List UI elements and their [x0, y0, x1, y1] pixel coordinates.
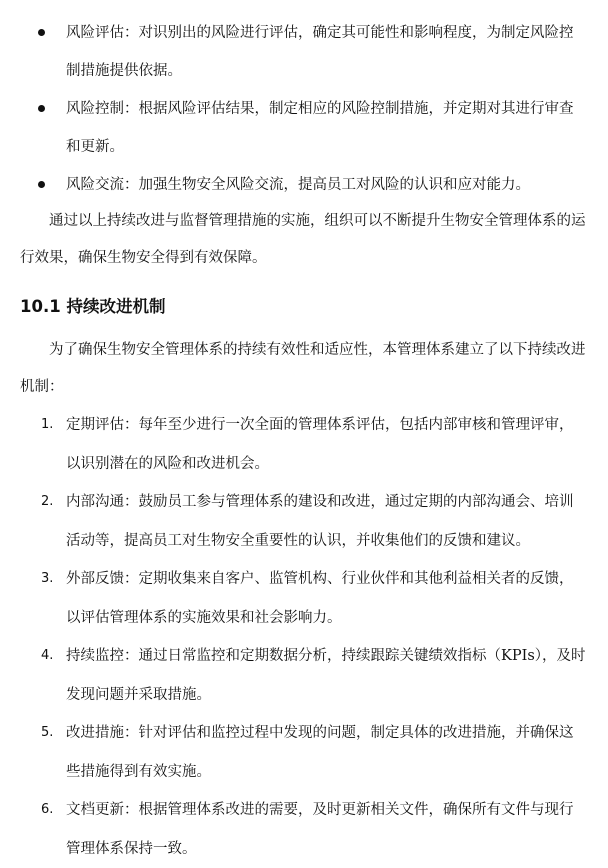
list-item-text: 外部反馈：定期收集来自客户、监管机构、行业伙伴和其他利益相关者的反馈，以评估管理体系的实施效果和社会影响力。: [66, 571, 574, 626]
bullet-text: 风险评估：对识别出的风险进行评估，确定其可能性和影响程度，为制定风险控制措施提供依据。: [66, 25, 574, 79]
bullet-icon: [38, 29, 45, 36]
bullet-text: 风险控制：根据风险评估结果，制定相应的风险控制措施，并定期对其进行审查和更新。: [66, 101, 574, 155]
bullet-icon: [38, 181, 45, 188]
section-heading: 10.1 持续改进机制: [20, 297, 166, 316]
list-item: [0, 406, 608, 483]
list-number: 3.: [41, 571, 54, 586]
list-item: [0, 483, 608, 560]
list-item-text: 持续监控：通过日常监控和定期数据分析，持续跟踪关键绩效指标（KPIs），及时发现问题并采取措施。: [66, 648, 586, 703]
list-item-text: 定期评估：每年至少进行一次全面的管理体系评估，包括内部审核和管理评审，以识别潜在的风险和改进机会。: [66, 417, 574, 472]
bullet-text: 风险交流：加强生物安全风险交流，提高员工对风险的认识和应对能力。: [66, 177, 530, 193]
list-item: [0, 714, 608, 791]
summary-paragraph: 通过以上持续改进与监督管理措施的实施，组织可以不断提升生物安全管理体系的运行效果，确保生物安全得到有效保障。: [20, 213, 586, 266]
bullet-list: [0, 14, 608, 204]
list-item: [0, 791, 608, 868]
list-item: [0, 14, 608, 90]
list-item-text: 改进措施：针对评估和监控过程中发现的问题，制定具体的改进措施，并确保这些措施得到有效实施。: [66, 725, 574, 780]
bullet-icon: [38, 105, 45, 112]
numbered-list: [0, 406, 608, 868]
list-item-text: 文档更新：根据管理体系改进的需要，及时更新相关文件，确保所有文件与现行管理体系保持一致。: [66, 802, 574, 857]
list-item: [0, 560, 608, 637]
list-number: 1.: [41, 417, 54, 432]
list-number: 4.: [41, 648, 54, 663]
list-item-text: 内部沟通：鼓励员工参与管理体系的建设和改进，通过定期的内部沟通会、培训活动等，提高员工对生物安全重要性的认识，并收集他们的反馈和建议。: [66, 494, 574, 549]
list-number: 6.: [41, 802, 54, 817]
list-item: [0, 166, 608, 204]
list-item: [0, 90, 608, 166]
list-item: [0, 637, 608, 714]
list-number: 2.: [41, 494, 54, 509]
list-number: 5.: [41, 725, 54, 740]
intro-paragraph: 为了确保生物安全管理体系的持续有效性和适应性，本管理体系建立了以下持续改进机制：: [20, 342, 586, 395]
